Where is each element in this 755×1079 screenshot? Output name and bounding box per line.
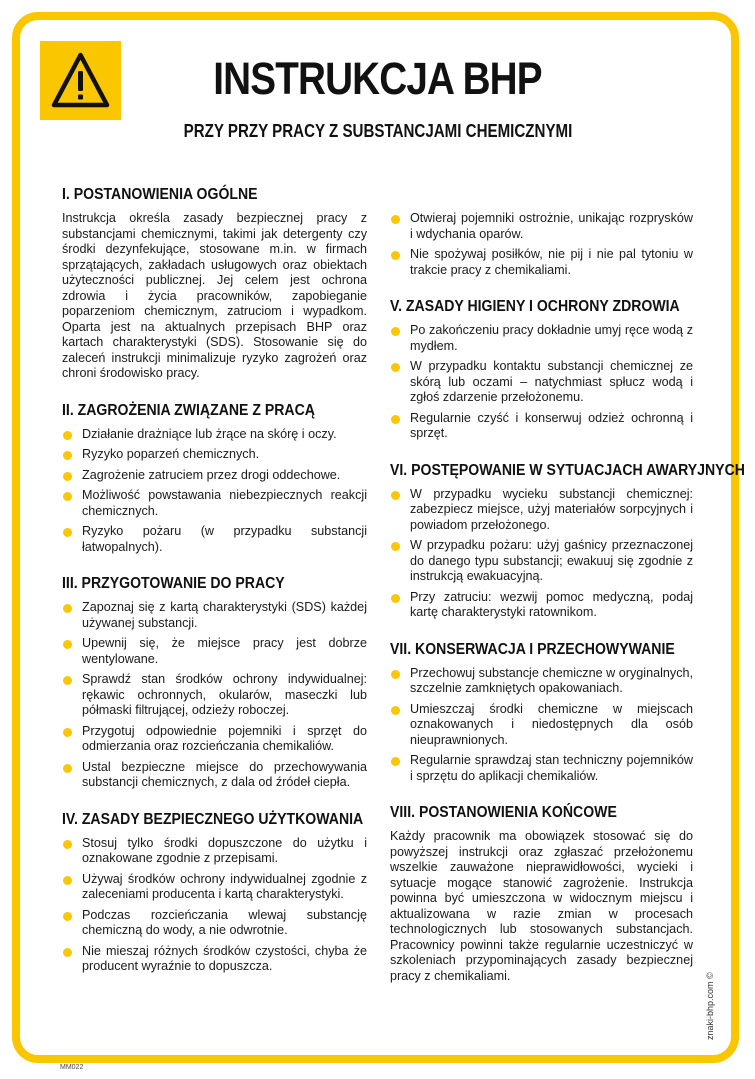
product-code: MM022 xyxy=(60,1064,84,1071)
list-item xyxy=(390,538,693,585)
list-item-text: Po zakończeniu pracy dokładnie umyj ręce wodą z mydłem. xyxy=(410,323,693,353)
list-item xyxy=(390,411,693,442)
section-general xyxy=(62,186,367,382)
list-item-text: Nie mieszaj różnych środków czystości, chyba że producent wyraźnie to dopuszcza. xyxy=(82,943,367,973)
list-item-text: Nie spożywaj posiłków, nie pij i nie pal tytoniu w trakcie pracy z chemikaliami. xyxy=(410,247,693,277)
bullet-dot-icon xyxy=(63,451,72,460)
bullet-dot-icon xyxy=(391,594,400,603)
list-item xyxy=(62,524,367,555)
list-item xyxy=(62,600,367,631)
list-item-text: Upewnij się, że miejsce pracy jest dobrze wentylowane. xyxy=(82,636,367,666)
list-item xyxy=(62,488,367,519)
list-item xyxy=(62,672,367,719)
bullet-list xyxy=(62,836,367,975)
bullet-list xyxy=(390,323,693,442)
bullet-dot-icon xyxy=(63,528,72,537)
section-heading: V. ZASADY HIGIENY I OCHRONY ZDROWIA xyxy=(390,298,680,315)
bullet-dot-icon xyxy=(391,491,400,500)
warning-box xyxy=(40,41,121,120)
list-item-text: Ustal bezpieczne miejsce do przechowywania substancji chemicznych, z dala od źródeł ciepła. xyxy=(82,759,367,789)
bullet-dot-icon xyxy=(63,472,72,481)
bullet-dot-icon xyxy=(63,431,72,440)
bullet-dot-icon xyxy=(63,728,72,737)
list-item xyxy=(62,944,367,975)
list-item-text: Działanie drażniące lub żrące na skórę i oczy. xyxy=(82,426,337,441)
list-item-text: Ryzyko pożaru (w przypadku substancji łatwopalnych). xyxy=(82,524,367,554)
section-heading: IV. ZASADY BEZPIECZNEGO UŻYTKOWANIA xyxy=(62,810,364,828)
section-text: Każdy pracownik ma obowiązek stosować się do powyższej instrukcji oraz zgłaszać przełożonemu wszelkie zauważone nieprawidłowości, wycieki i sytuacje mogące stanowić zagrożenie. Instrukcja powinna być umieszczona w widocznym miejscu i aktualizowana w razie zmian w procesach technologicznych lub stosowanych substancjach. Pracownicy powinni także regularnie uczestniczyć w szkoleniach przypominających zasady bezpiecznej pracy z chemikaliami. xyxy=(390,829,693,983)
bullet-dot-icon xyxy=(63,876,72,885)
bullet-dot-icon xyxy=(63,840,72,849)
bullet-list xyxy=(390,666,693,785)
bullet-dot-icon xyxy=(63,912,72,921)
list-item-text: Używaj środków ochrony indywidualnej zgodnie z zaleceniami producenta i kartą charakterystyki. xyxy=(82,871,367,901)
list-item-text: Możliwość powstawania niebezpiecznych reakcji chemicznych. xyxy=(82,488,367,518)
bullet-dot-icon xyxy=(63,764,72,773)
list-item-text: Ryzyko poparzeń chemicznych. xyxy=(82,447,260,461)
section-hygiene xyxy=(390,298,693,442)
list-item xyxy=(390,211,693,242)
bullet-dot-icon xyxy=(391,251,400,260)
bullet-dot-icon xyxy=(391,215,400,224)
bullet-dot-icon xyxy=(391,363,400,372)
list-item-text: Przygotuj odpowiednie pojemniki i sprzęt do odmierzania oraz rozcieńczania chemikaliów. xyxy=(82,723,367,753)
list-item-text: Podczas rozcieńczania wlewaj substancję chemiczną do wody, a nie odwrotnie. xyxy=(82,907,367,937)
list-item-text: W przypadku wycieku substancji chemicznej: zabezpiecz miejsce, użyj materiałów sorpcyjnych i powiadom przełożonego. xyxy=(410,486,693,532)
bullet-list xyxy=(390,487,693,621)
page-subtitle: PRZY PRZY PRACY Z SUBSTANCJAMI CHEMICZNYMI xyxy=(183,121,573,141)
section-heading: VIII. POSTANOWIENIA KOŃCOWE xyxy=(390,804,617,821)
section-heading: III. PRZYGOTOWANIE DO PRACY xyxy=(62,575,285,592)
left-column xyxy=(62,186,367,995)
list-item xyxy=(390,487,693,534)
list-item xyxy=(390,359,693,406)
list-item-text: Zagrożenie zatruciem przez drogi oddechowe. xyxy=(82,467,341,482)
section-text: Instrukcja określa zasady bezpiecznej pracy z substancjami chemicznymi, takimi jak detergenty czy środki dezynfekujące, stosowane m.in. w firmach sprzątających, zakładach usługowych oraz obiektach użyteczności publicznej. Jej celem jest ochrona zdrowia i życia pracowników, zapobieganie poparzeniom chemicznym, zatruciom i wypadkom. Oparta jest na aktualnych przepisach BHP oraz kartach charakterystyki (SDS). Stosowanie się do zaleceń instrukcji minimalizuje ryzyko zagrożeń oraz chroni środowisko pracy. xyxy=(62,211,367,380)
list-item xyxy=(390,590,693,621)
section-heading: II. ZAGROŻENIA ZWIĄZANE Z PRACĄ xyxy=(62,401,315,419)
section-hazards xyxy=(62,402,367,556)
bullet-dot-icon xyxy=(63,676,72,685)
section-heading: VII. KONSERWACJA I PRZECHOWYWANIE xyxy=(390,640,675,658)
section-heading: I. POSTANOWIENIA OGÓLNE xyxy=(62,186,258,203)
list-item xyxy=(62,724,367,755)
section-safe-use xyxy=(62,811,367,975)
bullet-list xyxy=(62,600,367,791)
warning-triangle-icon xyxy=(50,51,111,110)
list-item-text: W przypadku pożaru: użyj gaśnicy przeznaczonej do danego typu substancji; ewakuuj się zgodnie z instrukcją ewakuacyjną. xyxy=(410,538,693,583)
list-item xyxy=(390,702,693,749)
list-item xyxy=(62,427,367,443)
list-item xyxy=(62,447,367,463)
section-final xyxy=(390,804,693,984)
list-item-text: Regularnie czyść i konserwuj odzież ochronną i sprzęt. xyxy=(410,410,693,440)
list-item xyxy=(62,468,367,484)
bullet-dot-icon xyxy=(391,327,400,336)
list-item-text: Zapoznaj się z kartą charakterystyki (SDS) każdej używanej substancji. xyxy=(82,600,367,630)
list-item xyxy=(390,666,693,697)
list-item xyxy=(62,872,367,903)
bullet-dot-icon xyxy=(391,706,400,715)
list-item xyxy=(62,636,367,667)
page-title: INSTRUKCJA BHP xyxy=(213,53,542,104)
list-item xyxy=(62,836,367,867)
bullet-list xyxy=(390,211,693,278)
list-item xyxy=(390,247,693,278)
section-storage xyxy=(390,641,693,785)
list-item-text: Regularnie sprawdzaj stan techniczny pojemników i sprzętu do aplikacji chemikaliów. xyxy=(410,753,693,783)
bullet-dot-icon xyxy=(63,604,72,613)
bullet-dot-icon xyxy=(391,415,400,424)
list-item xyxy=(62,760,367,791)
bullet-list xyxy=(62,427,367,556)
section-safe-use-continued xyxy=(390,211,693,278)
list-item-text: Umieszczaj środki chemiczne w miejscach oznakowanych i niedostępnych dla osób nieuprawnionych. xyxy=(410,701,693,747)
section-heading: VI. POSTĘPOWANIE W SYTUACJACH AWARYJNYCH xyxy=(390,461,745,479)
list-item-text: Przechowuj substancje chemiczne w oryginalnych, szczelnie zamkniętych opakowaniach. xyxy=(410,665,693,695)
list-item-text: Otwieraj pojemniki ostrożnie, unikając rozprysków i wdychania oparów. xyxy=(410,211,693,241)
list-item xyxy=(390,323,693,354)
bullet-dot-icon xyxy=(63,640,72,649)
list-item-text: Przy zatruciu: wezwij pomoc medyczną, podaj kartę charakterystyki ratownikom. xyxy=(410,589,693,619)
bullet-dot-icon xyxy=(391,757,400,766)
list-item-text: Sprawdź stan środków ochrony indywidualnej: rękawic ochronnych, okularów, maseczki lub półmaski filtrującej, odzieży roboczej. xyxy=(82,672,367,717)
publisher-credit: znaki-bhp.com © xyxy=(705,972,715,1040)
list-item xyxy=(62,908,367,939)
bullet-dot-icon xyxy=(63,948,72,957)
bullet-dot-icon xyxy=(63,492,72,501)
bullet-dot-icon xyxy=(391,542,400,551)
right-column xyxy=(390,211,745,1004)
list-item-text: W przypadku kontaktu substancji chemicznej ze skórą lub oczami – natychmiast spłucz wodą i zgłoś zdarzenie przełożonemu. xyxy=(410,359,693,404)
section-preparation xyxy=(62,575,367,791)
list-item xyxy=(390,753,693,784)
list-item-text: Stosuj tylko środki dopuszczone do użytku i oznakowane zgodnie z przepisami. xyxy=(82,835,367,865)
section-emergency xyxy=(390,461,745,621)
bullet-dot-icon xyxy=(391,670,400,679)
